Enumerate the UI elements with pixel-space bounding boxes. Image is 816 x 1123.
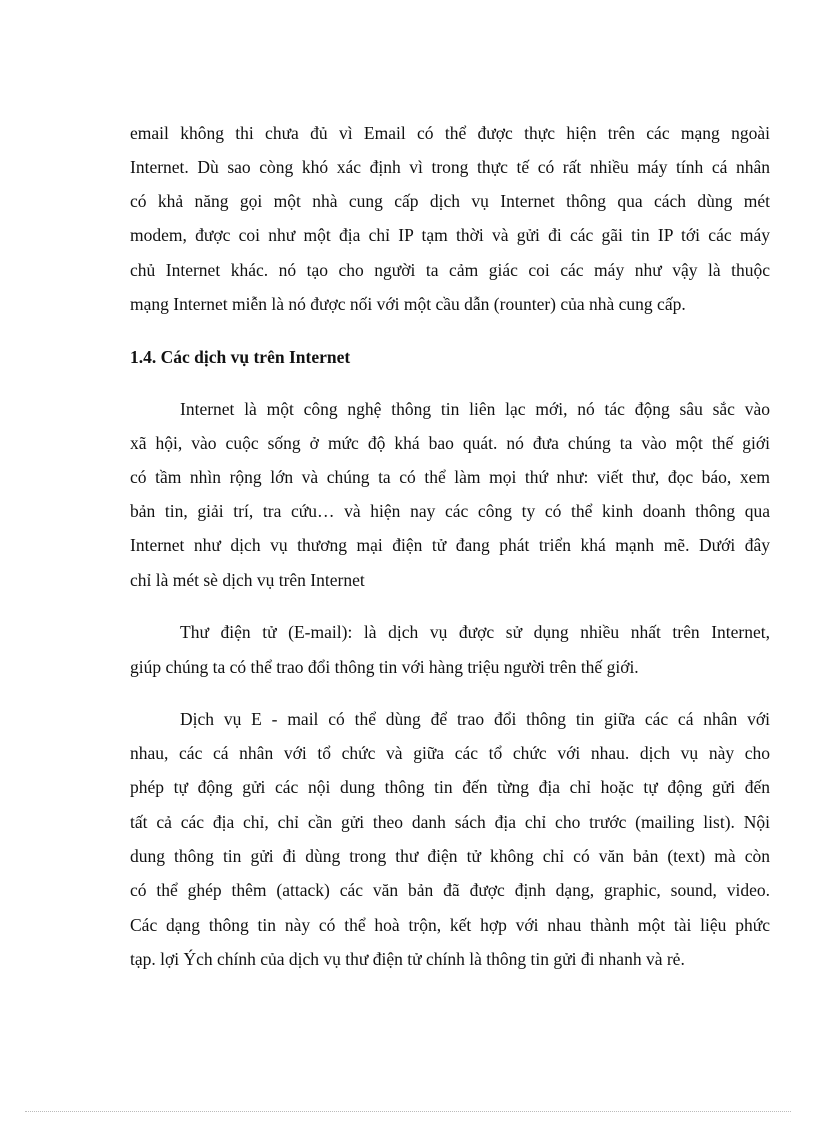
paragraph-4-line: Dịch vụ E - mail có thể dùng để trao đổi thông tin giữa các cá nhân với xyxy=(180,709,770,729)
paragraph-2-line: Internet là một công nghệ thông tin liên lạc mới, nó tác động sâu sắc vào xyxy=(180,399,770,419)
paragraph-4-line: có thể ghép thêm (attack) các văn bản đã được định dạng, graphic, sound, video. xyxy=(130,880,770,900)
paragraph-2-line: chỉ là mét sè dịch vụ trên Internet xyxy=(130,570,365,590)
paragraph-2-line: có tầm nhìn rộng lớn và chúng ta có thể làm mọi thứ như: viết thư, đọc báo, xem xyxy=(130,467,770,487)
paragraph-3-line: giúp chúng ta có thể trao đổi thông tin với hàng triệu người trên thế giới. xyxy=(130,657,639,677)
paragraph-1-line: modem, được coi như một địa chỉ IP tạm thời và gửi đi các gãi tin IP tới các máy xyxy=(130,225,770,245)
paragraph-1-line: email không thi chưa đủ vì Email có thể được thực hiện trên các mạng ngoài xyxy=(130,123,770,143)
paragraph-3-line: Thư điện tử (E-mail): là dịch vụ được sử dụng nhiều nhất trên Internet, xyxy=(180,622,770,642)
paragraph-4-line: tất cả các địa chỉ, chỉ cần gửi theo danh sách địa chỉ cho trước (mailing list). Nội xyxy=(130,812,770,832)
paragraph-4-line: tạp. lợi Ých chính của dịch vụ thư điện tử chính là thông tin gửi đi nhanh và rẻ. xyxy=(130,949,685,969)
paragraph-4-line: Các dạng thông tin này có thể hoà trộn, kết hợp với nhau thành một tài liệu phức xyxy=(130,915,770,935)
paragraph-1-line: Internet. Dù sao còng khó xác định vì trong thực tế có rất nhiều máy tính cá nhân xyxy=(130,157,770,177)
paragraph-4-line: dung thông tin gửi đi dùng trong thư điện tử không chỉ có văn bản (text) mà còn xyxy=(130,846,770,866)
paragraph-1-line: mạng Internet miễn là nó được nối với một cầu dẫn (rounter) của nhà cung cấp. xyxy=(130,294,686,314)
section-heading: 1.4. Các dịch vụ trên Internet xyxy=(130,347,351,367)
paragraph-2-line: bản tin, giải trí, tra cứu… và hiện nay các công ty có thể kinh doanh thông qua xyxy=(130,501,770,521)
page-bottom-divider xyxy=(25,1111,791,1112)
paragraph-4-line: phép tự động gửi các nội dung thông tin đến từng địa chỉ hoặc tự động gửi đến xyxy=(130,777,770,797)
paragraph-4-line: nhau, các cá nhân với tổ chức và giữa các tổ chức với nhau. dịch vụ này cho xyxy=(130,743,770,763)
paragraph-2-line: xã hội, vào cuộc sống ở mức độ khá bao quát. nó đưa chúng ta vào một thế giới xyxy=(130,433,770,453)
paragraph-1-line: chủ Internet khác. nó tạo cho người ta cảm giác coi các máy như vậy là thuộc xyxy=(130,260,770,280)
paragraph-2-line: Internet như dịch vụ thương mại điện tử đang phát triển khá mạnh mẽ. Dưới đây xyxy=(130,535,770,555)
paragraph-1-line: có khả năng gọi một nhà cung cấp dịch vụ Internet thông qua cách dùng mét xyxy=(130,191,770,211)
